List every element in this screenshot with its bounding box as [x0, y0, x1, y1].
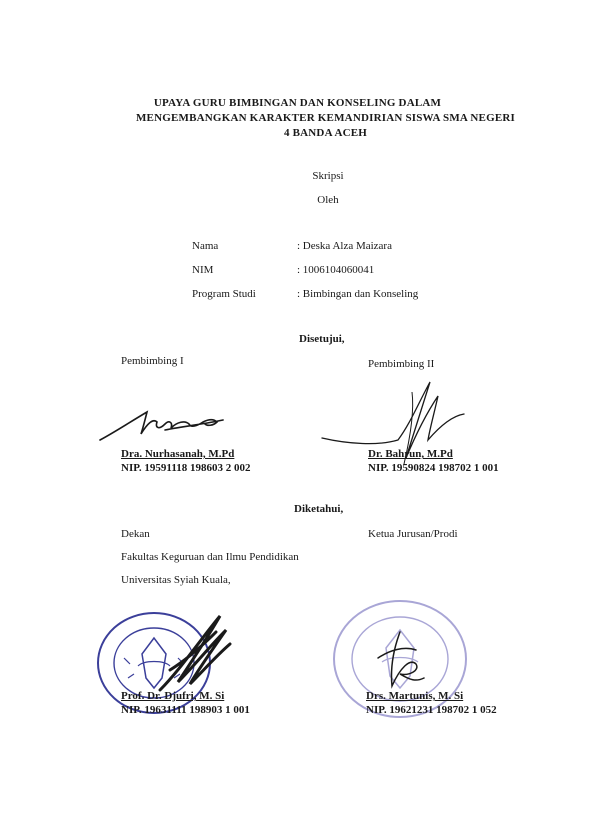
approved-heading: Disetujui, [299, 333, 345, 345]
head-signature [370, 628, 430, 692]
dean-role: Dekan [121, 528, 150, 540]
dean-university: Universitas Syiah Kuala, [121, 574, 231, 586]
dean-signature [150, 610, 240, 700]
dean-name: Prof. Dr. Djufri, M. Si [121, 690, 225, 702]
nim-label: NIM [192, 264, 214, 276]
by-label: Oleh [317, 194, 339, 206]
acknowledged-heading: Diketahui, [294, 503, 344, 515]
head-name: Drs. Martunis, M. Si [366, 690, 464, 702]
name-label: Nama [192, 240, 219, 252]
title-line-3: 4 BANDA ACEH [283, 127, 368, 139]
advisor2-nip: NIP. 19590824 198702 1 001 [368, 462, 499, 474]
advisor1-nip: NIP. 19591118 198603 2 002 [121, 462, 251, 474]
advisor1-signature [95, 402, 235, 447]
name-value: : Deska Alza Maizara [297, 240, 392, 252]
head-nip: NIP. 19621231 198702 1 052 [366, 704, 497, 716]
nim-value: : 1006104060041 [297, 264, 375, 276]
title-line-2: MENGEMBANGKAN KARAKTER KEMANDIRIAN SISWA SMA NEGERI [135, 112, 516, 124]
title-line-1: UPAYA GURU BIMBINGAN DAN KONSELING DALAM [153, 97, 442, 109]
advisor1-role: Pembimbing I [121, 355, 184, 367]
advisor2-role: Pembimbing II [368, 358, 435, 370]
dean-nip: NIP. 19631111 198903 1 001 [121, 704, 250, 716]
dean-faculty: Fakultas Keguruan dan Ilmu Pendidikan [121, 551, 299, 563]
head-role: Ketua Jurusan/Prodi [368, 528, 458, 540]
advisor1-name: Dra. Nurhasanah, M.Pd [121, 448, 235, 460]
program-value: : Bimbingan dan Konseling [297, 288, 419, 300]
program-label: Program Studi [192, 288, 256, 300]
document-type: Skripsi [312, 170, 344, 182]
advisor2-name: Dr. Bahrun, M.Pd [368, 448, 453, 460]
